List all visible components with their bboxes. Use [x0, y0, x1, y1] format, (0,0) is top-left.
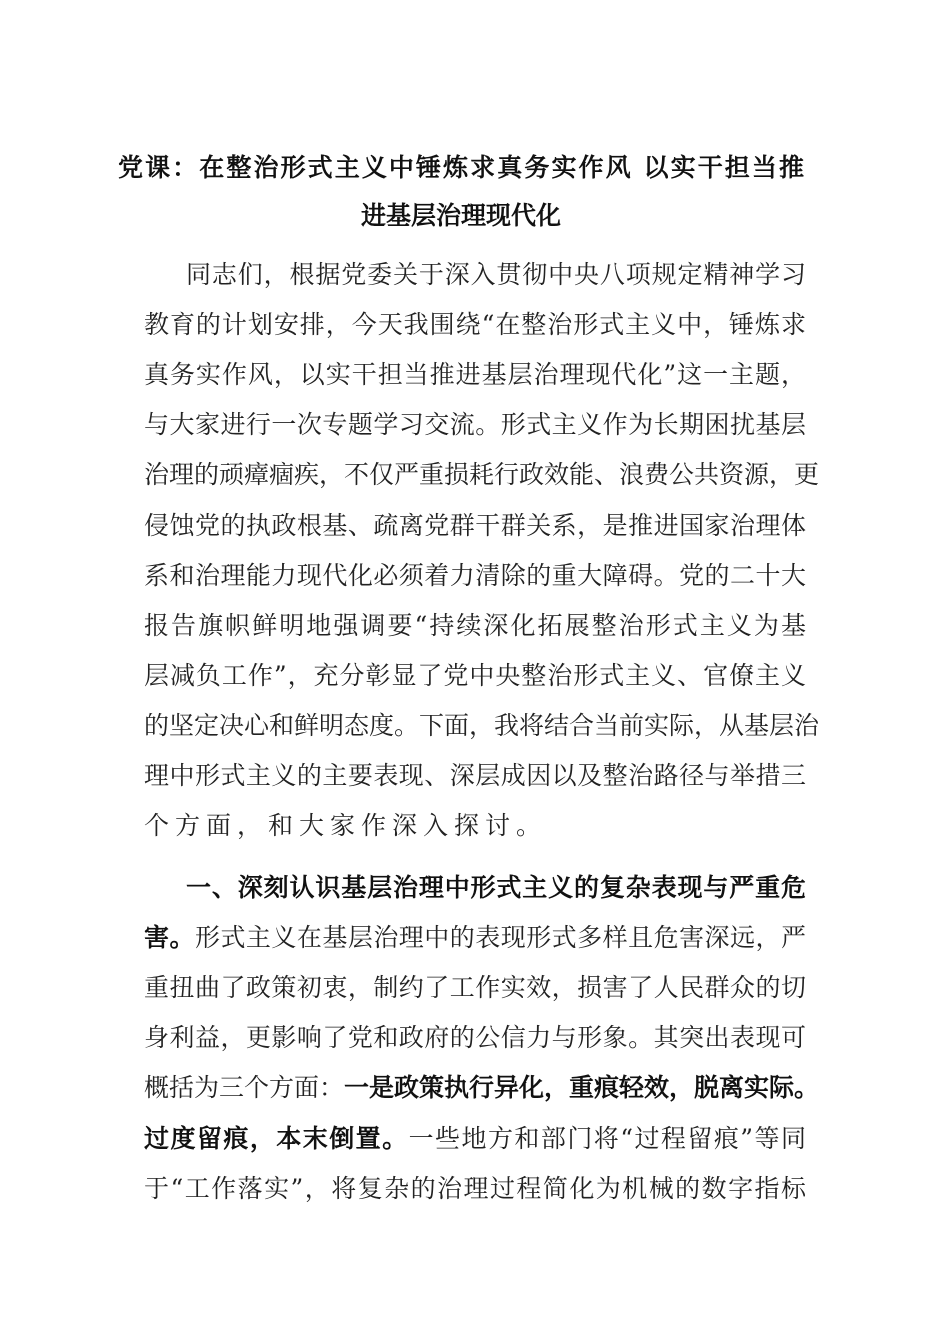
title-line-2: 进基层治理现代化 [360, 201, 561, 230]
text-line [144, 709, 820, 743]
body-text: 同志们，根据党委关于深入贯彻中央八项规定精神学习 [186, 260, 806, 289]
body-text: 理中形式主义的主要表现、深层成因以及整治路径与举措三 [144, 761, 806, 790]
body-text: 于“工作落实”，将复杂的治理过程简化为机械的数字指标 [144, 1173, 806, 1203]
body-text: 真务实作风，以实干担当推进基层治理现代化”这一主题， [144, 360, 806, 390]
bold-text: 过度留痕，本末倒置。 [144, 1123, 409, 1153]
body-text: 身利益，更影响了党和政府的公信力与形象。其突出表现可 [144, 1023, 806, 1053]
body-text: 系和治理能力现代化必须着力清除的重大障碍。党的二十大 [144, 560, 806, 590]
text-line [144, 759, 806, 793]
body-text: 重扭曲了政策初衷，制约了工作实效，损害了人民群众的切 [144, 973, 806, 1003]
text-line [144, 458, 820, 492]
text-line [186, 871, 806, 905]
text-line [144, 1021, 806, 1055]
bold-text: 害。 [144, 923, 195, 953]
text-line [144, 609, 806, 643]
text-line [144, 308, 806, 342]
body-text: 个方面，和大家作深入探讨。 [144, 811, 548, 841]
body-text: 教育的计划安排，今天我围绕“在整治形式主义中，锤炼求 [144, 310, 806, 340]
body-text: 侵蚀党的执政根基、疏离党群干群关系，是推进国家治理体 [144, 510, 806, 540]
body-text: 与大家进行一次专题学习交流。形式主义作为长期困扰基层 [144, 410, 806, 440]
body-text: 的坚定决心和鲜明态度。下面，我将结合当前实际，从基层治 [144, 710, 820, 740]
text-line [144, 1172, 806, 1206]
text-line [144, 1122, 806, 1156]
body-text: 一些地方和部门将“过程留痕”等同 [408, 1123, 806, 1153]
text-line [144, 408, 806, 442]
body-text: 层减负工作”，充分彰显了党中央整治形式主义、官僚主义 [144, 660, 806, 690]
body-text: 概括为三个方面： [144, 1073, 345, 1103]
bold-text: 一是政策执行异化，重痕轻效，脱离实际。 [344, 1073, 820, 1103]
text-line [144, 971, 806, 1005]
text-line [144, 809, 806, 843]
text-line [186, 258, 806, 292]
body-text: 治理的顽瘴痼疾，不仅严重损耗行政效能、浪费公共资源，更 [144, 460, 820, 490]
text-line [144, 559, 806, 593]
body-text: 报告旗帜鲜明地强调要“持续深化拓展整治形式主义为基 [144, 610, 806, 640]
text-line [144, 659, 806, 693]
text-line [144, 358, 806, 392]
text-line [144, 509, 806, 543]
text-line [144, 921, 806, 955]
bold-text: 一、深刻认识基层治理中形式主义的复杂表现与严重危 [186, 873, 806, 902]
body-text: 形式主义在基层治理中的表现形式多样且危害深远，严 [194, 923, 806, 953]
text-line [144, 1071, 820, 1105]
title-line-1: 党课：在整治形式主义中锤炼求真务实作风 以实干担当推 [118, 153, 804, 182]
